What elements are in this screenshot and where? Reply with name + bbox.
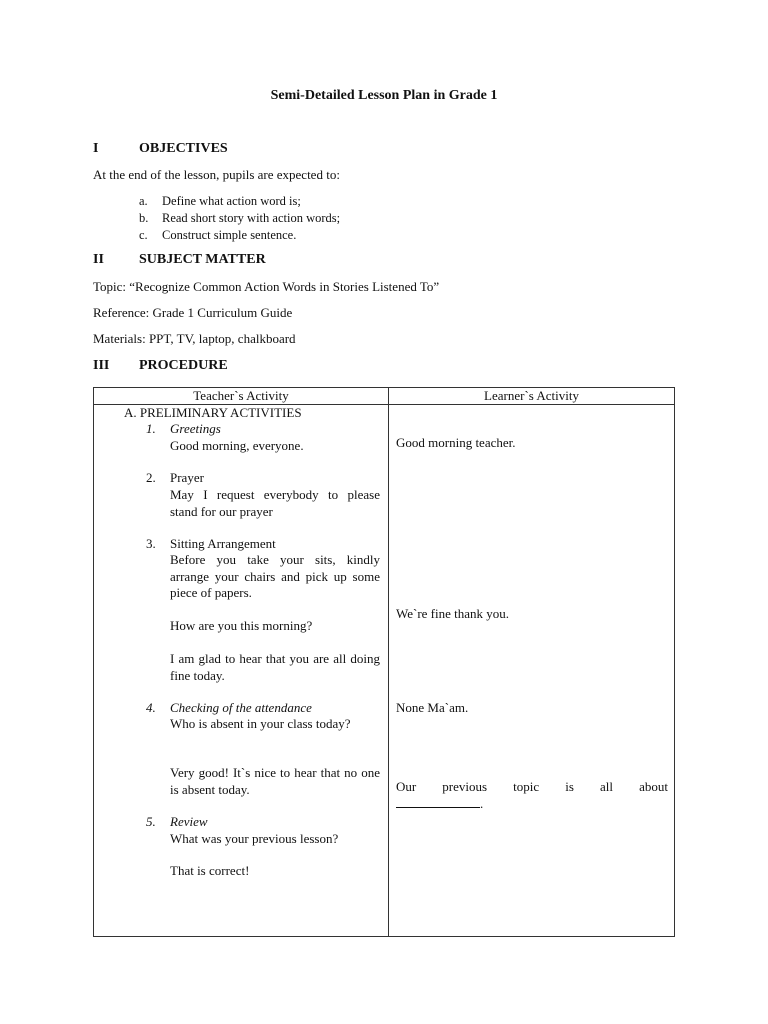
attendance-title: Checking of the attendance <box>170 700 312 715</box>
review-title: Review <box>170 814 208 829</box>
glad-to-hear-text: I am glad to hear that you are all doing fine today. <box>170 651 380 683</box>
objective-text: Define what action word is; <box>162 194 301 208</box>
objective-text: Construct simple sentence. <box>162 228 297 242</box>
item-number: 1. <box>146 421 156 436</box>
prayer-text: May I request everybody to please stand for our prayer <box>170 487 380 519</box>
learner-activity-header: Learner`s Activity <box>389 388 675 405</box>
procedure-table <box>93 387 675 937</box>
teacher-activity-header: Teacher`s Activity <box>94 388 389 405</box>
section-number: I <box>93 141 99 156</box>
teacher-activity-cell <box>94 405 389 937</box>
objective-item <box>139 210 340 227</box>
attendance-question: Who is absent in your class today? <box>170 716 351 731</box>
learner-greeting: Good morning teacher. <box>396 435 516 450</box>
item-number: 3. <box>146 536 156 551</box>
section-procedure-heading <box>93 358 228 374</box>
review-feedback: That is correct! <box>170 863 250 878</box>
learner-attendance-response: None Ma`am. <box>396 700 469 715</box>
prayer-title: Prayer <box>170 470 204 485</box>
objective-letter: b. <box>139 211 149 225</box>
table-header-row <box>94 388 675 405</box>
learner-review-response: Our previous topic is all about <box>396 779 668 794</box>
topic-line: Topic: “Recognize Common Action Words in Stories Listened To” <box>93 279 440 294</box>
table-row <box>94 405 675 937</box>
objective-item <box>139 227 340 244</box>
learner-activity-cell <box>389 405 675 937</box>
section-title: SUBJECT MATTER <box>139 252 266 267</box>
blank-period: . <box>480 796 484 811</box>
section-title: PROCEDURE <box>139 358 228 373</box>
review-question: What was your previous lesson? <box>170 831 339 846</box>
learner-fine-response: We`re fine thank you. <box>396 606 510 621</box>
learner-review-blank <box>396 795 483 813</box>
section-number: III <box>93 358 110 373</box>
attendance-feedback: Very good! It`s nice to hear that no one is absent today. <box>170 765 380 797</box>
materials-line: Materials: PPT, TV, laptop, chalkboard <box>93 331 296 346</box>
reference-line: Reference: Grade 1 Curriculum Guide <box>93 305 293 320</box>
sitting-arrangement-text: Before you take your sits, kindly arrange your chairs and pick up some piece of papers. <box>170 552 380 600</box>
section-number: II <box>93 252 104 267</box>
objective-text: Read short story with action words; <box>162 211 341 225</box>
how-are-you-text: How are you this morning? <box>170 618 313 633</box>
preliminary-activities-heading: A. PRELIMINARY ACTIVITIES <box>124 405 302 420</box>
sitting-arrangement-title: Sitting Arrangement <box>170 536 276 551</box>
item-number: 5. <box>146 814 156 829</box>
objective-letter: c. <box>139 228 148 242</box>
item-number: 4. <box>146 700 156 715</box>
item-number: 2. <box>146 470 156 485</box>
section-objectives-heading <box>93 141 228 157</box>
section-title: OBJECTIVES <box>139 141 228 156</box>
section-subject-matter-heading <box>93 252 266 268</box>
greetings-title: Greetings <box>170 421 221 436</box>
objective-letter: a. <box>139 194 148 208</box>
greetings-text: Good morning, everyone. <box>170 438 304 453</box>
fill-in-blank-line <box>396 795 480 808</box>
objectives-list <box>139 193 340 244</box>
objectives-intro: At the end of the lesson, pupils are expected to: <box>93 167 340 182</box>
objective-item <box>139 193 340 210</box>
document-title: Semi-Detailed Lesson Plan in Grade 1 <box>270 88 498 103</box>
